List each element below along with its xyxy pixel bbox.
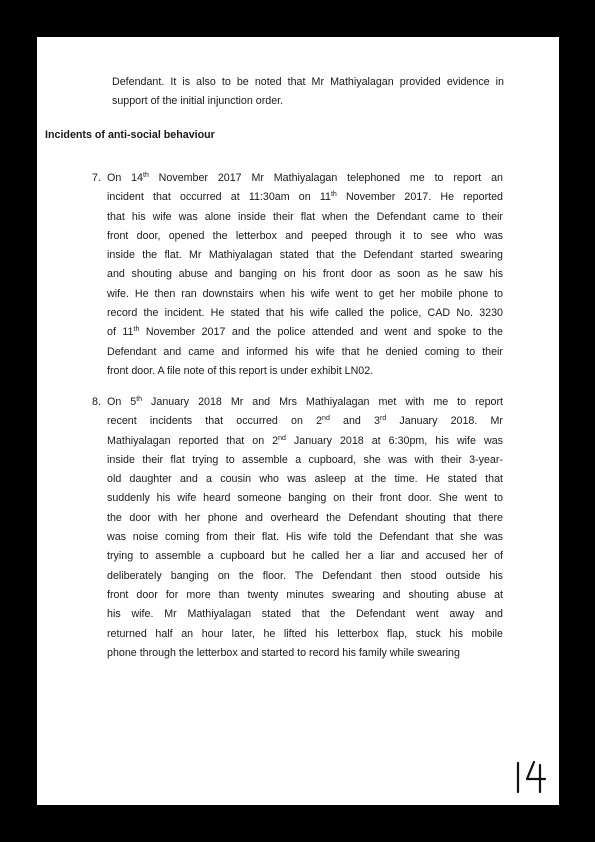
text-run: and 3 (329, 415, 380, 428)
ordinal-suffix: th (133, 326, 140, 334)
ordinal-suffix: th (136, 396, 143, 403)
text-run: On 5 (107, 396, 137, 408)
text-line (107, 246, 503, 265)
text-run: recent incidents that occurred on 2 (107, 415, 323, 428)
text-line (107, 644, 503, 663)
paragraph-body (107, 393, 503, 663)
text-line (107, 304, 503, 323)
text-line (107, 285, 503, 304)
ordinal-suffix: nd (278, 434, 286, 442)
text-line (107, 547, 503, 566)
paragraph-body (107, 169, 503, 381)
text-run: and shouting abuse and banging on his front door as soon as he saw his (107, 268, 503, 281)
paragraph-7 (92, 169, 503, 381)
text-line (107, 509, 503, 528)
text-run: On 14 (107, 172, 143, 184)
text-run: Defendant and came and informed his wife that he denied coming to their (107, 345, 503, 358)
text-run: January 2018 Mr and Mrs Mathiyalagan met with me to report (142, 396, 503, 408)
text-line (107, 451, 503, 470)
text-line (107, 470, 503, 489)
paragraph-number: 7. (92, 172, 101, 184)
text-line (107, 432, 503, 451)
text-line (107, 489, 503, 508)
text-line (107, 605, 503, 624)
text-line (107, 412, 503, 431)
text-run: Mathiyalagan reported that on 2 (107, 434, 279, 447)
text-run: was noise coming from their flat. His wife told the Defendant that she was (107, 531, 503, 544)
text-line (107, 362, 503, 381)
text-run: his wife. Mr Mathiyalagan stated that the Defendant went away and (107, 608, 503, 621)
ordinal-suffix: th (143, 172, 149, 179)
text-line (107, 188, 503, 207)
text-run: the door with her phone and overheard the Defendant shouting that there (107, 511, 503, 524)
text-run: trying to assemble a cupboard but he called her a liar and accused her of (107, 550, 503, 563)
text-run: deliberately banging on the floor. The Defendant then stood outside his (107, 569, 503, 582)
text-run: phone through the letterbox and started to record his family while swearing (107, 646, 460, 659)
text-run: incident that occurred at 11:30am on 11 (107, 191, 331, 204)
ordinal-suffix: rd (379, 415, 387, 423)
text-run: inside the flat. Mr Mathiyalagan stated that the Defendant started swearing (107, 249, 503, 262)
paragraph-8 (92, 393, 503, 663)
continuation-paragraph: Defendant. It is also to be noted that Mr Mathiyalagan provided evidence in support of the initial injunction order. (112, 76, 504, 107)
text-run: November 2017. He reported (336, 191, 503, 204)
text-run: January 2018. Mr (386, 415, 503, 428)
text-run: November 2017 Mr Mathiyalagan telephoned me to report an (148, 172, 503, 184)
text-line (107, 208, 503, 227)
paragraph-number: 8. (92, 396, 101, 408)
text-run: front door, opened the letterbox and peeped through it to see who was (107, 229, 503, 242)
text-run: front door. A file note of this report is under exhibit LN02. (107, 364, 374, 377)
text-run: January 2018 at 6:30pm, his wife was (285, 434, 503, 447)
text-run: record the incident. He stated that his wife called the police, CAD No. 3230 (107, 307, 503, 320)
ordinal-suffix: nd (322, 415, 330, 423)
document-page (37, 37, 559, 805)
text-line (107, 586, 503, 605)
text-run: front door for more than twenty minutes swearing and shouting abuse at (107, 588, 503, 601)
section-heading: Incidents of anti-social behaviour (45, 129, 215, 141)
text-line (107, 625, 503, 644)
ordinal-suffix: th (330, 191, 337, 199)
text-run: wife. He then ran downstairs when his wife went to get her mobile phone to (107, 287, 503, 300)
text-run: that his wife was alone inside their flat when the Defendant came to their (107, 210, 503, 223)
text-line (107, 265, 503, 284)
text-run: old daughter and a cousin who was asleep at the time. He stated that (107, 473, 503, 486)
text-line (107, 169, 503, 188)
text-run: returned half an hour later, he lifted his letterbox flap, stuck his mobile (107, 627, 503, 640)
text-line (107, 323, 503, 342)
text-line (107, 528, 503, 547)
text-run: November 2017 and the police attended and went and spoke to the (139, 326, 503, 339)
text-line (107, 393, 503, 412)
text-run: of 11 (107, 326, 134, 339)
text-run: inside their flat trying to assemble a cupboard, she was with their 3-year- (107, 453, 503, 466)
text-run: suddenly his wife heard someone banging on their front door. She went to (107, 492, 503, 505)
text-line (107, 227, 503, 246)
handwritten-page-number (515, 759, 551, 795)
text-line (107, 343, 503, 362)
text-line (107, 567, 503, 586)
